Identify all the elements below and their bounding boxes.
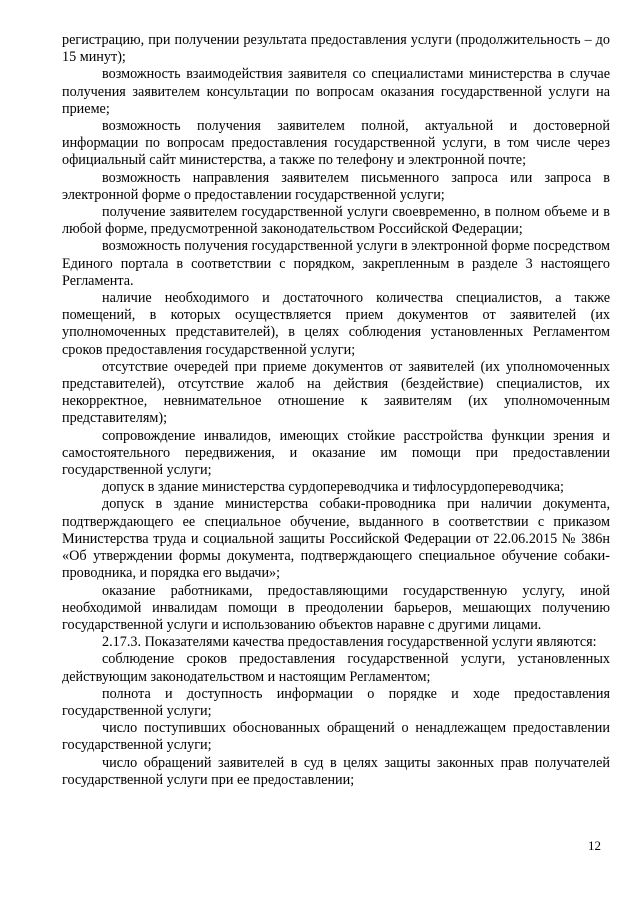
paragraph: возможность взаимодействия заявителя со специалистами министерства в случае получения заявителем консультации по вопросам оказания государственной услуги на приеме; <box>62 66 610 117</box>
paragraph: оказание работниками, предоставляющими государственную услугу, иной необходимой инвалидам помощи в преодолении барьеров, мешающих получению государственной услуги и использованию объектов наравне с другими лицами. <box>62 582 610 633</box>
paragraph: отсутствие очередей при приеме документов от заявителей (их уполномоченных представителей), отсутствие жалоб на действия (бездействие) специалистов, их некорректное, невнимательное отношение к заявителям (их уполномоченным представителям); <box>62 358 610 427</box>
paragraph: число обращений заявителей в суд в целях защиты законных прав получателей государственной услуги при ее предоставлении; <box>62 754 610 788</box>
paragraph: регистрацию, при получении результата предоставления услуги (продолжительность – до 15 минут); <box>62 32 610 66</box>
document-body <box>62 32 610 789</box>
paragraph: возможность направления заявителем письменного запроса или запроса в электронной форме о предоставлении государственной услуги; <box>62 169 610 203</box>
paragraph: наличие необходимого и достаточного количества специалистов, а также помещений, в которых осуществляется прием документов от заявителей (их уполномоченных представителей), в целях соблюдения установленных Регламентом сроков предоставления государственной услуги; <box>62 290 610 358</box>
paragraph: соблюдение сроков предоставления государственной услуги, установленных действующим законодательством и настоящим Регламентом; <box>62 651 610 685</box>
paragraph: полнота и доступность информации о порядке и ходе предоставления государственной услуги; <box>62 685 610 719</box>
paragraph: допуск в здание министерства собаки-проводника при наличии документа, подтверждающего ее специальное обучение, выданного в соответствии с приказом Министерства труда и социальной защиты Российской Федерации от 22.06.2015 № 386н «Об утверждении формы документа, подтверждающего специальное обучение собаки-проводника, и порядка его выдачи»; <box>62 496 610 582</box>
paragraph: допуск в здание министерства сурдопереводчика и тифлосурдопереводчика; <box>102 479 564 496</box>
page-number: 12 <box>588 838 601 853</box>
paragraph: число поступивших обоснованных обращений о ненадлежащем предоставлении государственной услуги; <box>62 720 610 754</box>
paragraph: получение заявителем государственной услуги своевременно, в полном объеме и в любой форме, предусмотренной законодательством Российской Федерации; <box>62 204 610 238</box>
paragraph: возможность получения государственной услуги в электронной форме посредством Единого портала в соответствии с порядком, закрепленным в разделе 3 настоящего Регламента. <box>62 238 610 289</box>
paragraph: возможность получения заявителем полной, актуальной и достоверной информации по вопросам предоставления государственной услуги, в том числе через официальный сайт министерства, а также по телефону и электронной почте; <box>62 118 610 169</box>
paragraph: 2.17.3. Показателями качества предоставления государственной услуги являются: <box>102 634 597 651</box>
paragraph: сопровождение инвалидов, имеющих стойкие расстройства функции зрения и самостоятельного передвижения, и оказание им помощи при предоставлении государственной услуги; <box>62 427 610 479</box>
